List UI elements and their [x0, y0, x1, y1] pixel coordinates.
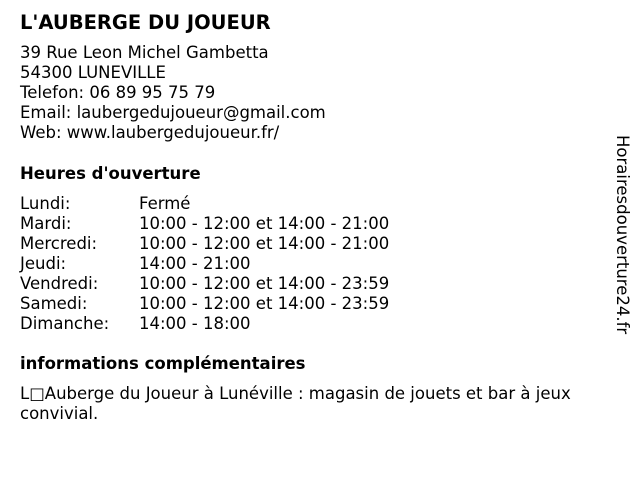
- time-value: 10:00 - 12:00 et 14:00 - 21:00: [139, 234, 390, 253]
- day-label: Samedi:: [20, 294, 88, 313]
- day-label: Lundi:: [20, 194, 71, 213]
- site-watermark: Horairesdouverture24.fr: [613, 135, 632, 335]
- city: 54300 LUNEVILLE: [20, 63, 166, 82]
- time-value: 10:00 - 12:00 et 14:00 - 21:00: [139, 214, 390, 233]
- contact-block: [20, 43, 326, 143]
- time-value: 14:00 - 21:00: [139, 254, 251, 273]
- day-label: Mercredi:: [20, 234, 98, 253]
- time-value: 10:00 - 12:00 et 14:00 - 23:59: [139, 294, 390, 313]
- time-value: 14:00 - 18:00: [139, 314, 251, 333]
- website: Web: www.laubergedujoueur.fr/: [20, 123, 280, 142]
- day-label: Vendredi:: [20, 274, 99, 293]
- day-label: Mardi:: [20, 214, 72, 233]
- hours-heading: Heures d'ouverture: [20, 164, 201, 183]
- info-heading: informations complémentaires: [20, 354, 306, 373]
- time-value: Fermé: [139, 194, 191, 213]
- time-value: 10:00 - 12:00 et 14:00 - 23:59: [139, 274, 390, 293]
- phone: Telefon: 06 89 95 75 79: [20, 83, 216, 102]
- day-label: Jeudi:: [20, 254, 67, 273]
- info-description: L□Auberge du Joueur à Lunéville : magasin de jouets et bar à jeux convivial.: [20, 384, 571, 423]
- email: Email: laubergedujoueur@gmail.com: [20, 103, 326, 122]
- business-name: L'AUBERGE DU JOUEUR: [20, 11, 271, 34]
- street-address: 39 Rue Leon Michel Gambetta: [20, 43, 269, 62]
- day-label: Dimanche:: [20, 314, 110, 333]
